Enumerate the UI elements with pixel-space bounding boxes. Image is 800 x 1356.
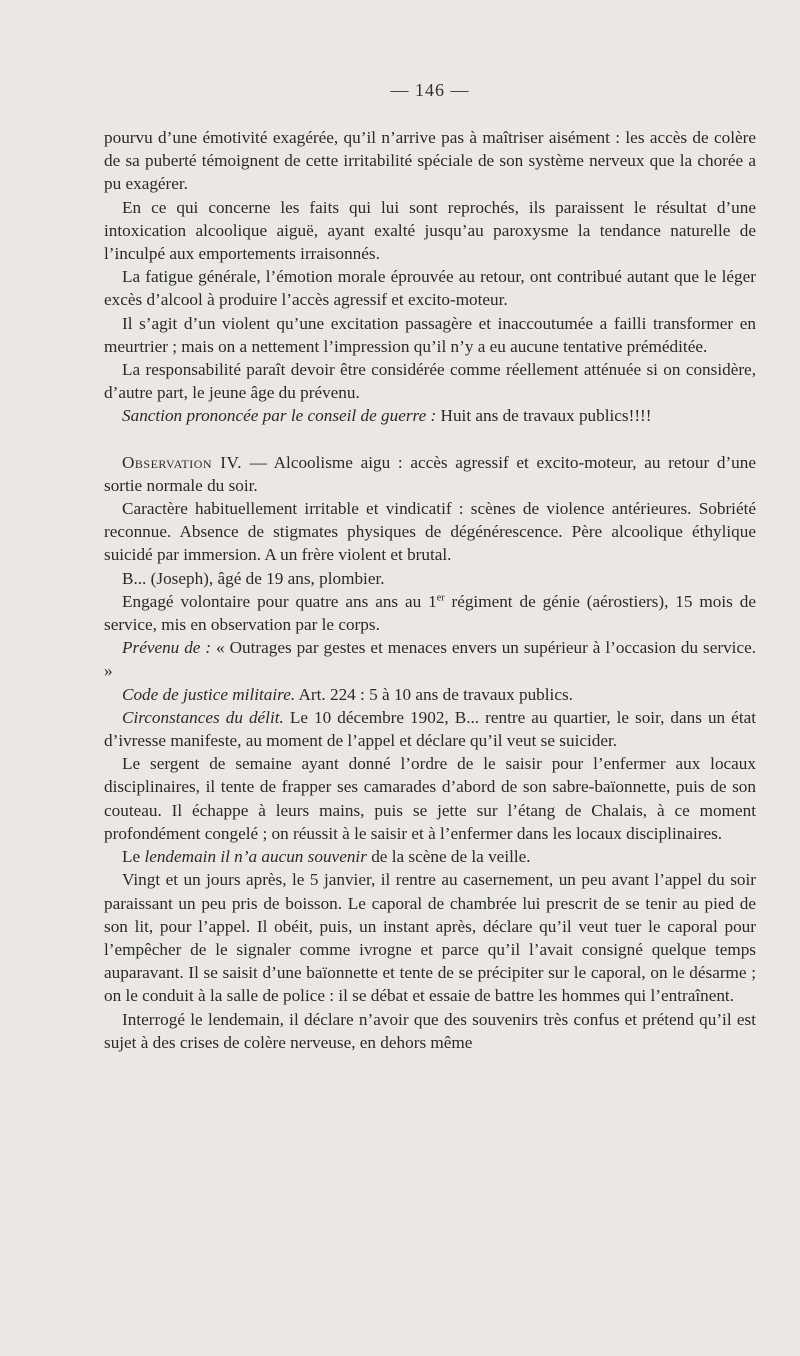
paragraph: pourvu d’une émotivité exagérée, qu’il n’arrive pas à maîtriser aisément : les accès de colère de sa puberté témoignent de cette irritabilité spéciale de son système nerveux que la chorée a pu exagérer.	[104, 128, 756, 194]
paragraph: Le sergent de semaine ayant donné l’ordre de le saisir pour l’enfermer aux locaux disciplinaires, il tente de frapper ses camarades d’abord de son sabre-baïonnette, puis de son couteau. Il échappe à leurs mains, puis se jette sur l’étang de Chalais, à ce moment profondément congelé ; on réussit à le saisir et à l’enfermer dans les locaux disciplinaires.	[104, 754, 756, 843]
paragraph: En ce qui concerne les faits qui lui sont reprochés, ils paraissent le résultat d’une intoxication alcoolique aiguë, ayant exalté jusqu’au paroxysme la tendance naturelle de l’inculpé aux emportements irraisonnés.	[104, 197, 756, 264]
page-number: — 146 —	[390, 80, 470, 100]
paragraph: Code de justice militaire. Art. 224 : 5 à 10 ans de travaux publics.	[122, 684, 573, 704]
observation-label: Observation IV.	[122, 452, 242, 472]
paragraph: Il s’agit d’un violent qu’une excitation passagère et inaccoutumée a failli transformer en meurtrier ; mais on a nettement l’impression qu’il n’y a eu aucune tentative préméditée.	[104, 313, 756, 356]
paragraph: Vingt et un jours après, le 5 janvier, il rentre au casernement, un peu avant l’appel du soir paraissant un peu pris de boisson. Le caporal de chambrée lui prescrit de se tenir au pied de son lit, pour l’appel. Il obéit, puis, un instant après, déclare qu’il veut tuer le caporal pour l’empêcher de le signaler comme ivrogne et parce qu’il l’avait consigné quelque temps auparavant. Il se saisit d’une baïonnette et tente de se précipiter sur le caporal, on le désarme ; on le conduit à la salle de police : il se débat et essaie de battre les hommes qui l’entraînent.	[104, 870, 756, 1006]
sanction-paragraph: Sanction prononcée par le conseil de guerre : Huit ans de travaux publics!!!!	[122, 406, 652, 426]
paragraph: La responsabilité paraît devoir être considérée comme réellement atténuée si on considère, d’autre part, le jeune âge du prévenu.	[104, 360, 756, 403]
italic-heading: Circonstances du délit.	[122, 707, 284, 727]
paragraph: Circonstances du délit. Le 10 décembre 1902, B... rentre au quartier, le soir, dans un état d’ivresse manifeste, au moment de l’appel et déclare qu’il veut se suicider.	[104, 707, 756, 751]
paragraph: Engagé volontaire pour quatre ans ans au 1er régiment de génie (aérostiers), 15 mois de service, mis en observation par le corps.	[104, 591, 756, 635]
paragraph: B... (Joseph), âgé de 19 ans, plombier.	[122, 568, 385, 588]
paragraph: Prévenu de : « Outrages par gestes et menaces envers un supérieur à l’occasion du service. »	[104, 638, 756, 681]
paragraph: La fatigue générale, l’émotion morale éprouvée au retour, ont contribué autant que le léger excès d’alcool à produire l’accès agressif et excito-moteur.	[104, 267, 756, 310]
observation-heading: Observation IV. — Alcoolisme aigu : accès agressif et excito-moteur, au retour d’une sortie normale du soir.	[104, 452, 757, 495]
italic-heading: Code de justice militaire.	[122, 684, 296, 704]
paragraph: Caractère habituellement irritable et vindicatif : scènes de violence antérieures. Sobriété reconnue. Absence de stigmates physiques de dégénérescence. Père alcoolique éthylique suicidé par immersion. A un frère violent et brutal.	[104, 499, 756, 565]
italic-emphasis: lendemain il n’a aucun souvenir	[144, 847, 367, 867]
ordinal-superscript: er	[436, 592, 445, 604]
italic-heading: Sanction prononcée par le conseil de guerre :	[122, 406, 437, 426]
italic-heading: Prévenu de :	[122, 638, 212, 658]
body-text	[104, 126, 756, 1054]
paragraph: Le lendemain il n’a aucun souvenir de la scène de la veille.	[122, 847, 531, 867]
paragraph: Interrogé le lendemain, il déclare n’avoir que des souvenirs très confus et prétend qu’il est sujet à des crises de colère nerveuse, en dehors même	[104, 1009, 756, 1052]
